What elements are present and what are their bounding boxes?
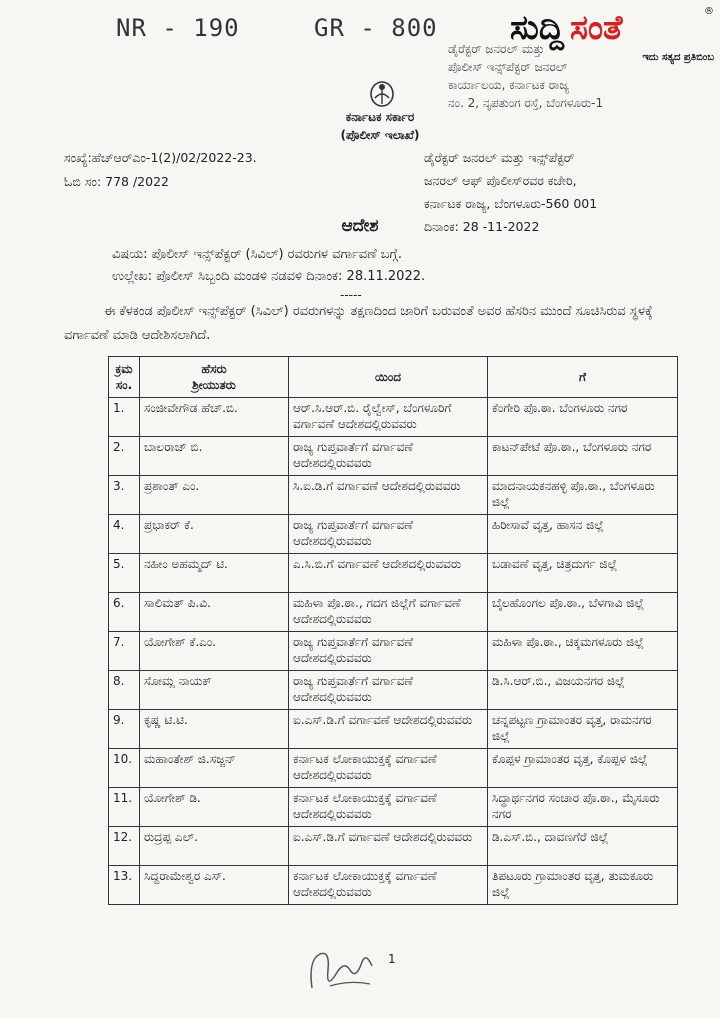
order-date: ದಿನಾಂಕ: 28 -11-2022 xyxy=(424,219,540,234)
header-from: ಯಿಂದ xyxy=(289,357,488,398)
logo-registered-mark: ® xyxy=(704,6,714,17)
cell-to: ಮಾದನಾಯಕನಹಳ್ಳಿ ಪೊ.ಠಾ., ಬೆಂಗಳೂರು ಜಿಲ್ಲೆ xyxy=(488,476,678,515)
cell-serial: 4. xyxy=(109,515,140,554)
cell-from: ರಾಜ್ಯ ಗುಪ್ತವಾರ್ತೆಗೆ ವರ್ಗಾವಣೆ ಆದೇಶದಲ್ಲಿರುವವರು xyxy=(289,437,488,476)
cell-serial: 12. xyxy=(109,827,140,866)
cell-from: ಐ.ಎಸ್.ಡಿ.ಗೆ ವರ್ಗಾವಣೆ ಆದೇಶದಲ್ಲಿರುವವರು xyxy=(289,827,488,866)
table-row xyxy=(109,827,678,866)
letterhead-line: ಕಾರ್ಯಾಲಯ, ಕರ್ನಾಟಕ ರಾಜ್ಯ xyxy=(448,78,570,92)
transfer-table xyxy=(108,356,678,905)
letterhead-line: ಡೈರೆಕ್ಟರ್ ಜನರಲ್ ಮತ್ತು xyxy=(448,42,545,56)
file-number: ಸಂಖ್ಯೆ:ಹೆಚ್‌ಆರ್‌ಎಂ-1(2)/02/2022-23. xyxy=(64,150,257,165)
cell-to: ಕಾಟನ್‌ಪೇಟೆ ಪೊ.ಠಾ., ಬೆಂಗಳೂರು ನಗರ xyxy=(488,437,678,476)
cell-name: ಯೋಗೇಶ್ ಡಿ. xyxy=(140,788,289,827)
table-row xyxy=(109,554,678,593)
cell-name: ಸಾಲಿಮತ್ ಪಿ.ವಿ. xyxy=(140,593,289,632)
table-row xyxy=(109,515,678,554)
address-line: ಡೈರೆಕ್ಟರ್ ಜನರಲ್ ಮತ್ತು ಇನ್ಸ್‌ಪೆಕ್ಟರ್ xyxy=(424,150,575,165)
cell-name: ಮಹಾಂತೇಶ್ ಜಿ.ಸಜ್ಜನ್ xyxy=(140,749,289,788)
cell-name: ರುದ್ರಪ್ಪ ಎಲ್. xyxy=(140,827,289,866)
logo-tagline: ಇದು ಸತ್ಯದ ಪ್ರತಿಬಿಂಬ xyxy=(642,52,714,63)
table-row xyxy=(109,749,678,788)
subject-block xyxy=(112,244,425,288)
address-line: ಕರ್ನಾಟಕ ರಾಜ್ಯ, ಬೆಂಗಳೂರು-560 001 xyxy=(424,196,598,211)
order-body-text: ಈ ಕೆಳಕಂಡ ಪೊಲೀಸ್ ಇನ್ಸ್‌ಪೆಕ್ಟರ್ (ಸಿವಿಲ್) ರವರುಗಳನ್ನು ತಕ್ಷಣದಿಂದ ಜಾರಿಗೆ ಬರುವಂತೆ ಅವರ ಹೆಸರಿನ ಮುಂದೆ ಸೂಚಿಸಿರುವ ಸ್ಥಳಕ್ಕೆ ವರ್ಗಾವಣೆ ಮಾಡಿ ಆದೇಶಿಸಲಾಗಿದೆ. xyxy=(64,304,653,343)
table-row xyxy=(109,593,678,632)
table-header-row xyxy=(109,357,678,398)
table-row xyxy=(109,398,678,437)
cell-to: ಕೆಂಗೇರಿ ಪೊ.ಠಾ. ಬೆಂಗಳೂರು ನಗರ xyxy=(488,398,678,437)
cell-from: ಐ.ಎಸ್.ಡಿ.ಗೆ ವರ್ಗಾವಣೆ ಆದೇಶದಲ್ಲಿರುವವರು xyxy=(289,710,488,749)
cell-from: ಮಹಿಳಾ ಪೊ.ಠಾ., ಗದಗ ಜಿಲ್ಲೆಗೆ ವರ್ಗಾವಣೆ ಆದೇಶದಲ್ಲಿರುವವರು xyxy=(289,593,488,632)
header-name: ಹೆಸರು ಶ್ರೀಯುತರು xyxy=(140,357,289,398)
page-number: 1 xyxy=(388,952,396,966)
cell-to: ಕೊಪ್ಪಳ ಗ್ರಾಮಾಂತರ ವೃತ್ತ, ಕೊಪ್ಪಳ ಜಿಲ್ಲೆ xyxy=(488,749,678,788)
cell-from: ಕರ್ನಾಟಕ ಲೋಕಾಯುಕ್ತಕ್ಕೆ ವರ್ಗಾವಣೆ ಆದೇಶದಲ್ಲಿರುವವರು xyxy=(289,749,488,788)
cell-serial: 7. xyxy=(109,632,140,671)
divider: ----- xyxy=(340,288,362,302)
signature-image xyxy=(300,940,400,1000)
table-row xyxy=(109,437,678,476)
state-emblem-icon xyxy=(368,78,396,108)
cell-name: ನಹೀಂ ಅಹಮ್ಮದ್ ಟಿ. xyxy=(140,554,289,593)
cell-to: ಚನ್ನಪಟ್ಟಣ ಗ್ರಾಮಾಂತರ ವೃತ್ತ, ರಾಮನಗರ ಜಿಲ್ಲೆ xyxy=(488,710,678,749)
cell-serial: 11. xyxy=(109,788,140,827)
cell-serial: 10. xyxy=(109,749,140,788)
cell-name: ಸಂಜೀವೇಗೌಡ ಹೆಚ್.ಬಿ. xyxy=(140,398,289,437)
address-line: ಜನರಲ್ ಆಫ್ ಪೊಲೀಸ್‌ರವರ ಕಚೇರಿ, xyxy=(424,173,577,188)
cell-name: ಪ್ರಶಾಂತ್ ಎಂ. xyxy=(140,476,289,515)
cell-name: ಸಿದ್ದರಾಮೇಶ್ವರ ಎಸ್. xyxy=(140,866,289,905)
cell-from: ರಾಜ್ಯ ಗುಪ್ತವಾರ್ತೆಗೆ ವರ್ಗಾವಣೆ ಆದೇಶದಲ್ಲಿರುವವರು xyxy=(289,632,488,671)
cell-to: ತಿಪಟೂರು ಗ್ರಾಮಾಂತರ ವೃತ್ತ, ತುಮಕೂರು ಜಿಲ್ಲೆ xyxy=(488,866,678,905)
department-name: (ಪೊಲೀಸ್ ಇಲಾಖೆ) xyxy=(340,128,420,142)
cell-serial: 2. xyxy=(109,437,140,476)
office-letterhead-block xyxy=(448,40,603,112)
cell-name: ಸೋಮ್ಲ ನಾಯಕ್ xyxy=(140,671,289,710)
letterhead-line: ಪೊಲೀಸ್ ಇನ್ಸ್‌ಪೆಕ್ಟರ್ ಜನರಲ್ xyxy=(448,60,568,74)
cell-from: ರಾಜ್ಯ ಗುಪ್ತವಾರ್ತೆಗೆ ವರ್ಗಾವಣೆ ಆದೇಶದಲ್ಲಿರುವವರು xyxy=(289,515,488,554)
header-to: ಗೆ xyxy=(488,357,678,398)
govt-name: ಕರ್ನಾಟಕ ಸರ್ಕಾರ xyxy=(345,110,415,124)
order-title: ಆದೇಶ xyxy=(341,216,379,236)
cell-from: ಕರ್ನಾಟಕ ಲೋಕಾಯುಕ್ತಕ್ಕೆ ವರ್ಗಾವಣೆ ಆದೇಶದಲ್ಲಿರುವವರು xyxy=(289,866,488,905)
reference-number-block xyxy=(64,146,257,194)
cell-name: ಯೋಗೇಶ್ ಕೆ.ಎಂ. xyxy=(140,632,289,671)
header-serial: ಕ್ರಮ ಸಂ. xyxy=(109,357,140,398)
cell-serial: 8. xyxy=(109,671,140,710)
cell-serial: 1. xyxy=(109,398,140,437)
table-row xyxy=(109,866,678,905)
cell-serial: 9. xyxy=(109,710,140,749)
handwritten-note-right: GR - 800 xyxy=(314,14,438,42)
logo-text-part1: ಸುದ್ದಿ xyxy=(510,8,564,48)
cell-name: ಕೃಷ್ಣ ಟಿ.ಟಿ. xyxy=(140,710,289,749)
cell-to: ಬಡಾವಣೆ ವೃತ್ತ, ಚಿತ್ರದುರ್ಗ ಜಿಲ್ಲೆ xyxy=(488,554,678,593)
subject-line: ವಿಷಯ: ಪೊಲೀಸ್ ಇನ್ಸ್‌ಪೆಕ್ಟರ್ (ಸಿವಿಲ್) ರವರುಗಳ ವರ್ಗಾವಣೆ ಬಗ್ಗೆ. xyxy=(112,247,402,262)
letterhead-line: ನಂ. 2, ನೃಪತುಂಗ ರಸ್ತೆ, ಬೆಂಗಳೂರು-1 xyxy=(448,96,604,110)
cell-serial: 5. xyxy=(109,554,140,593)
ob-number: ಓಬಿ ಸಂ: 778 /2022 xyxy=(64,174,169,189)
cell-serial: 3. xyxy=(109,476,140,515)
table-row xyxy=(109,632,678,671)
cell-from: ಸಿ.ಐ.ಡಿ.ಗೆ ವರ್ಗಾವಣೆ ಆದೇಶದಲ್ಲಿರುವವರು xyxy=(289,476,488,515)
cell-to: ಡಿ.ಸಿ.ಆರ್.ಬಿ., ವಿಜಯನಗರ ಜಿಲ್ಲೆ xyxy=(488,671,678,710)
table-row xyxy=(109,671,678,710)
cell-from: ಆರ್.ಸಿ.ಆರ್.ಬಿ. ರೈಲ್ವೇಸ್, ಬೆಂಗಳೂರಿಗೆ ವರ್ಗಾವಣೆ ಆದೇಶದಲ್ಲಿರುವವರು xyxy=(289,398,488,437)
cell-serial: 6. xyxy=(109,593,140,632)
cell-to: ಡಿ.ಎಸ್.ಬಿ., ದಾವಣಗೆರೆ ಜಿಲ್ಲೆ xyxy=(488,827,678,866)
cell-from: ಕರ್ನಾಟಕ ಲೋಕಾಯುಕ್ತಕ್ಕೆ ವರ್ಗಾವಣೆ ಆದೇಶದಲ್ಲಿರುವವರು xyxy=(289,788,488,827)
cell-to: ಸಿದ್ಧಾರ್ಥನಗರ ಸಂಚಾರ ಪೊ.ಠಾ., ಮೈಸೂರು ನಗರ xyxy=(488,788,678,827)
handwritten-note-left: NR - 190 xyxy=(116,14,240,42)
cell-to: ಬೈಲಹೊಂಗಲ ಪೊ.ಠಾ., ಬೆಳಗಾವಿ ಜಿಲ್ಲೆ xyxy=(488,593,678,632)
government-heading xyxy=(290,108,470,144)
reference-line: ಉಲ್ಲೇಖ: ಪೊಲೀಸ್ ಸಿಬ್ಬಂದಿ ಮಂಡಳಿ ನಡವಳಿ ದಿನಾಂಕ: 28.11.2022. xyxy=(112,269,426,284)
cell-name: ಪ್ರಭಾಕರ್ ಕೆ. xyxy=(140,515,289,554)
cell-to: ಹಿರೀಸಾವೆ ವೃತ್ತ, ಹಾಸನ ಜಿಲ್ಲೆ xyxy=(488,515,678,554)
cell-to: ಮಹಿಳಾ ಪೊ.ಠಾ., ಚಿಕ್ಕಮಗಳೂರು ಜಿಲ್ಲೆ xyxy=(488,632,678,671)
table-row xyxy=(109,710,678,749)
cell-name: ಬಾಲರಾಜ್ ಬಿ. xyxy=(140,437,289,476)
table-row xyxy=(109,476,678,515)
table-row xyxy=(109,788,678,827)
cell-from: ಎ.ಸಿ.ಬಿ.ಗೆ ವರ್ಗಾವಣೆ ಆದೇಶದಲ್ಲಿರುವವರು xyxy=(289,554,488,593)
logo-text-part2: ಸಂತೆ xyxy=(569,8,623,48)
cell-from: ರಾಜ್ಯ ಗುಪ್ತವಾರ್ತೆಗೆ ವರ್ಗಾವಣೆ ಆದೇಶದಲ್ಲಿರುವವರು xyxy=(289,671,488,710)
cell-serial: 13. xyxy=(109,866,140,905)
